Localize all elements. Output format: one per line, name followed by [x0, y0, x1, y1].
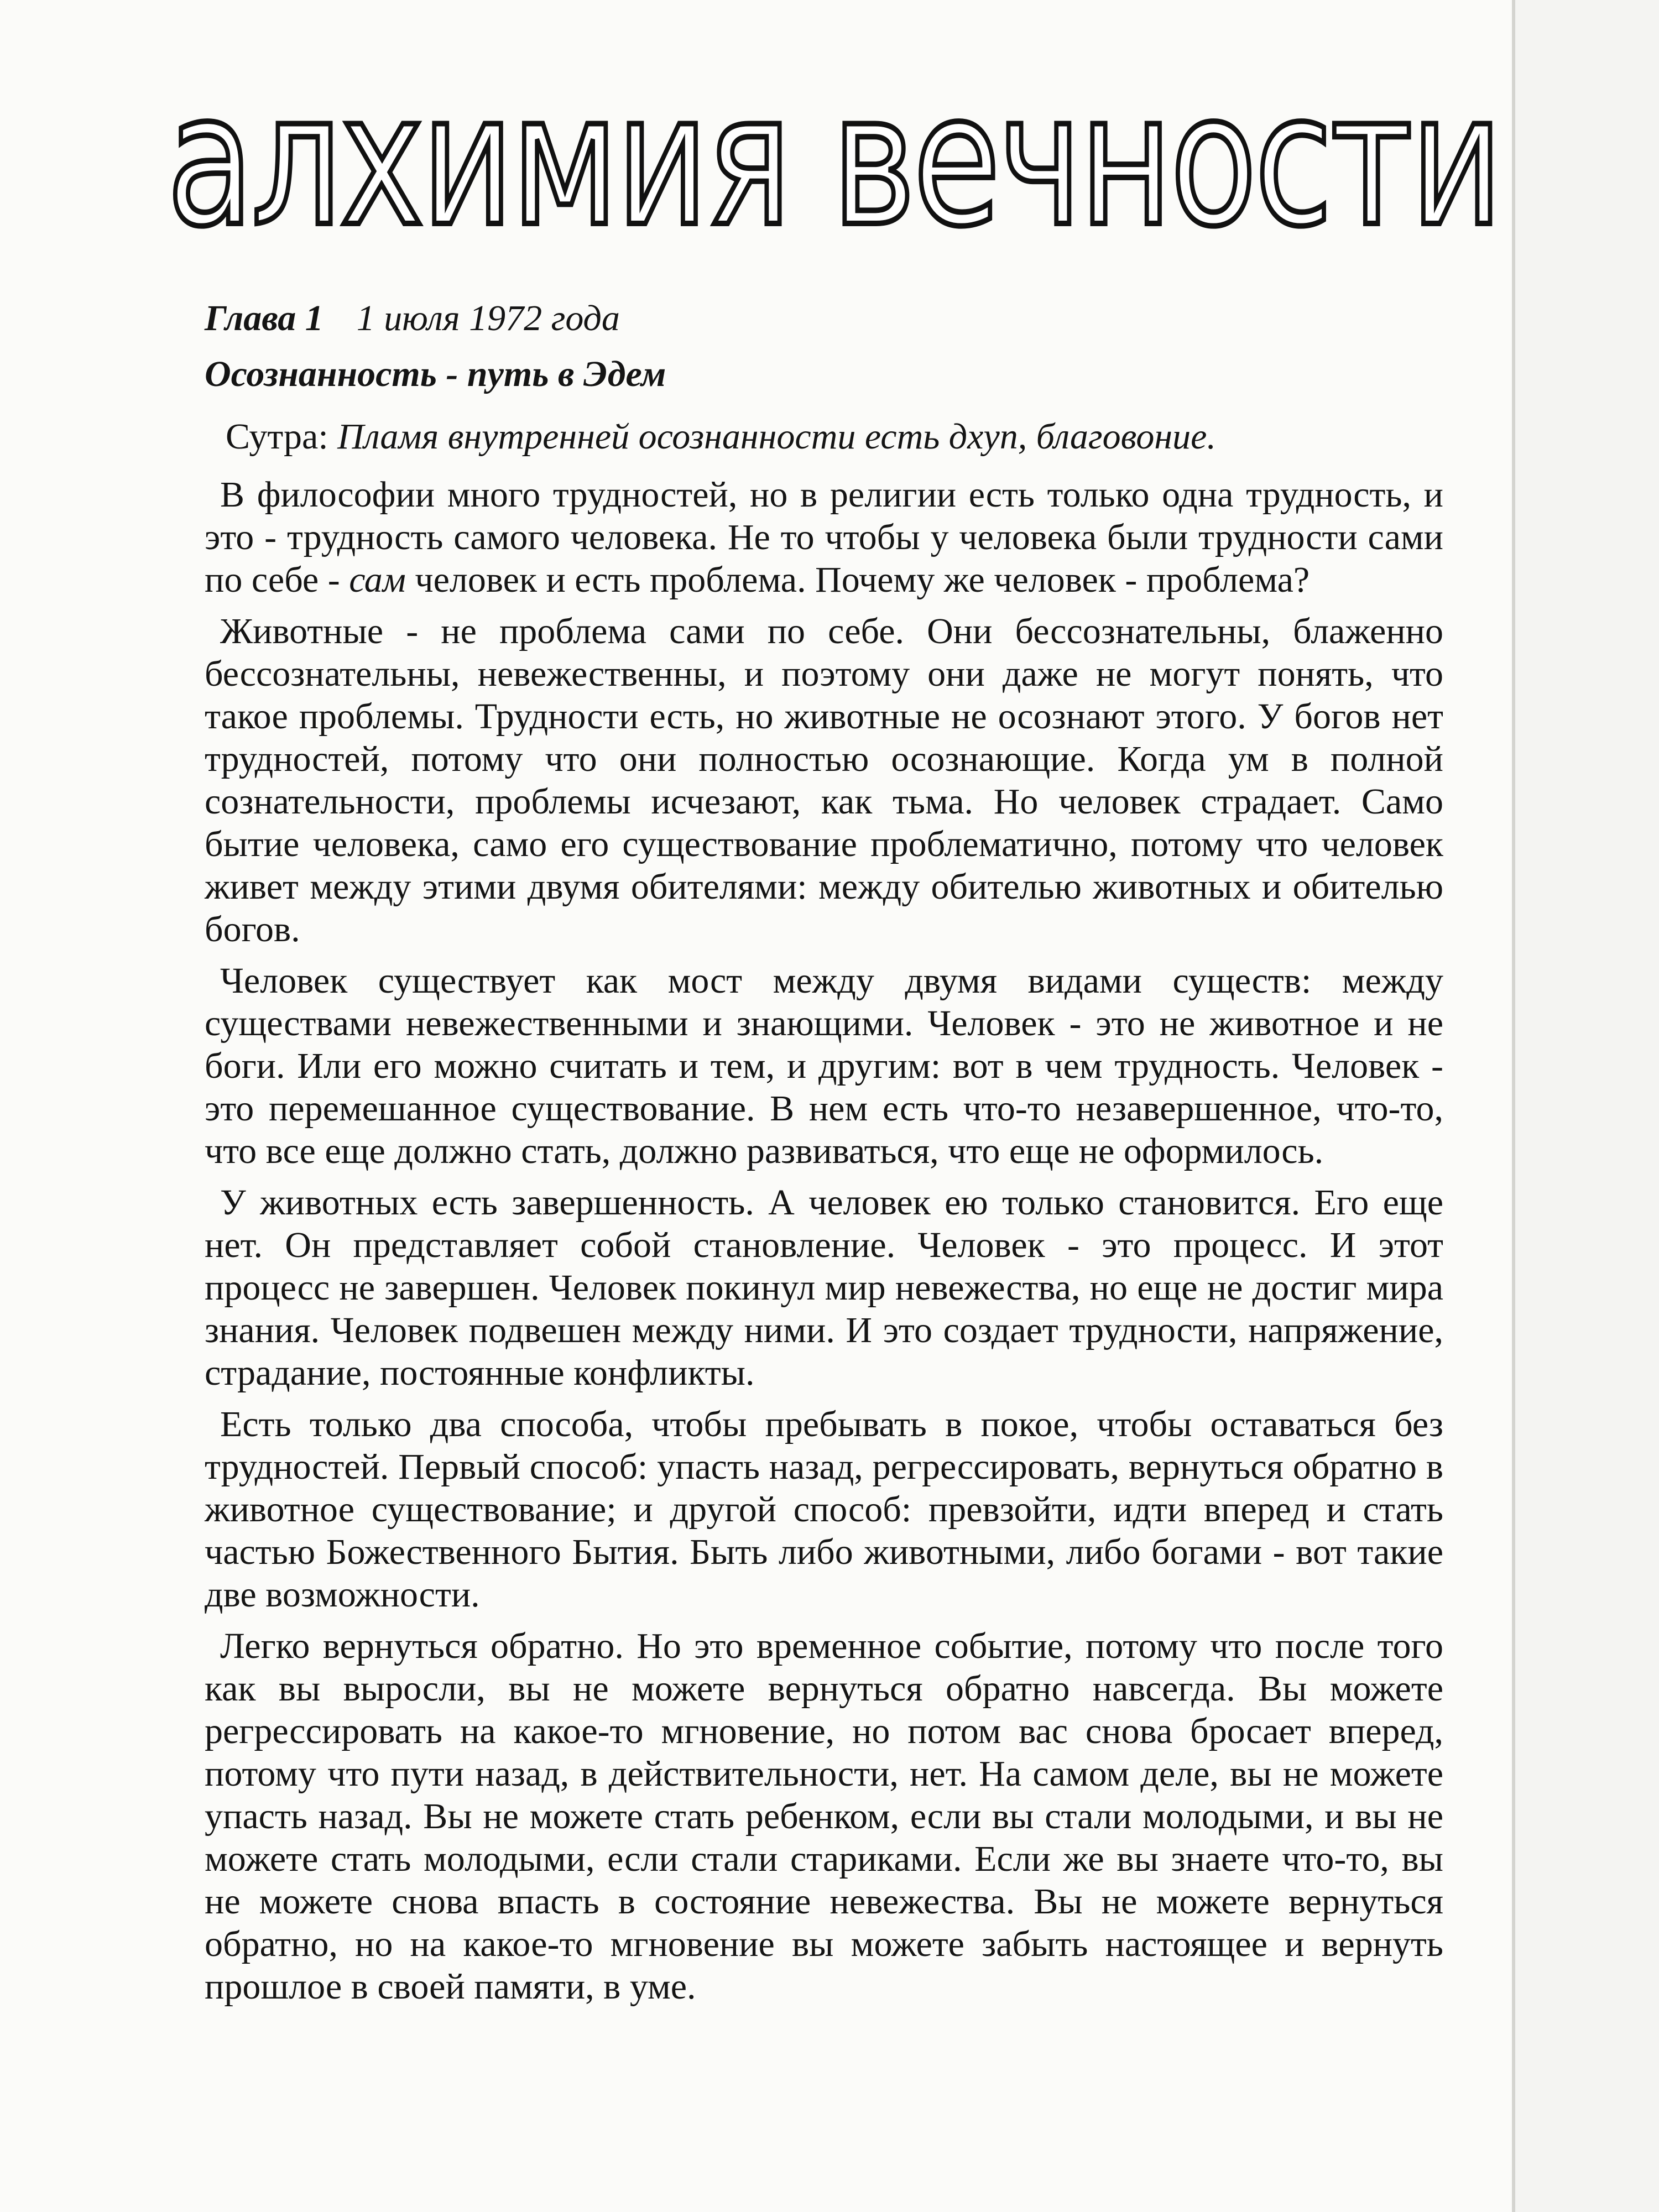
sutra-line [205, 409, 1443, 465]
paragraph-2: Животные - не проблема сами по себе. Они бессознательны, блаженно бессознательны, невежественны, и поэтому они даже не могут понять, что такое проблемы. Трудности есть, но животные не осознают этого. У богов нет трудностей, потому что они полностью осознающие. Когда ум в полной сознательности, проблемы исчезают, как тьма. Но человек страдает. Само бытие человека, само его существование проблематично, потому что человек живет между этими двумя обителями: между обителью животных и обителью богов. [205, 611, 1443, 950]
paragraph-1-after: человек и есть проблема. Почему же человек - проблема? [405, 560, 1310, 600]
chapter-subtitle: Осознанность - путь в Эдем [205, 354, 666, 394]
chapter-date: 1 июля 1972 года [356, 298, 620, 338]
paragraph-4: У животных есть завершенность. А человек ею только становится. Его еще нет. Он представляет собой становление. Человек - это процесс. И этот процесс не завершен. Человек покинул мир невежества, но еще не достиг мира знания. Человек подвешен между ними. И это создает трудности, напряжение, страдание, постоянные конфликты. [205, 1182, 1443, 1393]
paragraph-1 [205, 473, 1443, 601]
page-content [205, 293, 1443, 2017]
chapter-heading [205, 293, 1443, 344]
paragraph-1-emphasis: сам [349, 560, 406, 600]
sutra-label: Сутра: [226, 416, 328, 457]
paragraph-1-before: В философии много трудностей, но в религии есть только одна трудность, и это - трудность самого человека. Не то чтобы у человека были трудности сами по себе - [205, 474, 1443, 600]
paragraph-5: Есть только два способа, чтобы пребывать в покое, чтобы оставаться без трудностей. Первый способ: упасть назад, регрессировать, вернуться обратно в животное существование; и другой способ: превзойти, идти вперед и стать частью Божественного Бытия. Быть либо животными, либо богами - вот такие две возможности. [205, 1404, 1443, 1615]
paragraph-3: Человек существует как мост между двумя видами существ: между существами невежественными и знающими. Человек - это не животное и не боги. Или его можно считать и тем, и другим: вот в чем трудность. Человек - это перемешанное существование. В нем есть что-то незавершенное, что-то, что все еще должно стать, должно развиваться, что еще не оформилось. [205, 961, 1443, 1171]
sutra-text: Пламя внутренней осознанности есть дхуп, благовоние. [337, 416, 1216, 457]
paragraph-6: Легко вернуться обратно. Но это временное событие, потому что после того как вы выросли, вы не можете вернуться обратно навсегда. Вы можете регрессировать на какое-то мгновение, но потом вас снова бросает вперед, потому что пути назад, в действительности, нет. На самом деле, вы не можете упасть назад. Вы не можете стать ребенком, если вы стали молодыми, и вы не можете стать молодыми, если стали стариками. Если же вы знаете что-то, вы не можете снова впасть в состояние невежества. Вы не можете вернуться обратно, но на какое-то мгновение вы можете забыть настоящее и вернуть прошлое в своей памяти, в уме. [205, 1626, 1443, 2007]
page-title: алхимия вечности [166, 54, 1501, 267]
chapter-label: Глава 1 [205, 298, 324, 338]
